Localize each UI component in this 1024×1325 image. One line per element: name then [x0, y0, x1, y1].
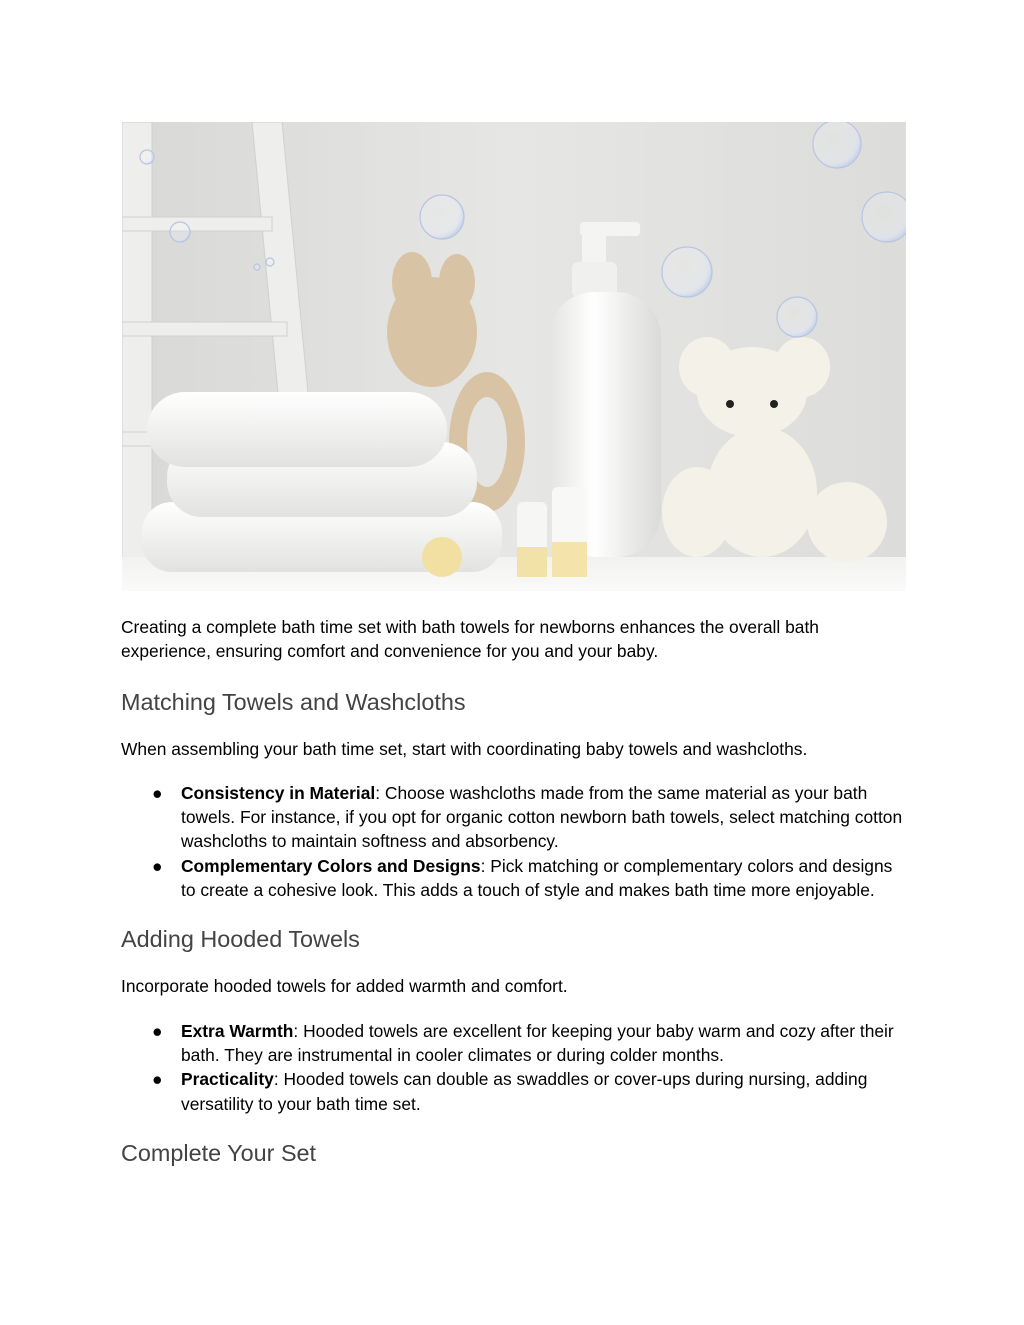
list-item	[121, 1067, 911, 1116]
bullet-icon: ●	[152, 855, 163, 876]
list-item-text: : Choose washcloths made from the same material as your bath towels. For instance, if you opt for organic cotton newborn bath towels, select matching cotton washcloths to maintain softness and absorbency.	[181, 782, 903, 852]
bullet-icon: ●	[152, 782, 163, 803]
bath-set-illustration	[122, 122, 906, 591]
article-body	[121, 615, 911, 1168]
bullet-icon: ●	[152, 1069, 163, 1090]
list-item-term: Complementary Colors and Designs	[181, 855, 481, 876]
list-item-term: Practicality	[181, 1069, 274, 1090]
list-item	[121, 781, 911, 854]
section-lead-hooded: Incorporate hooded towels for added warmth and comfort.	[121, 976, 568, 997]
list-item	[121, 1019, 911, 1068]
list-item-term: Extra Warmth	[181, 1020, 294, 1041]
intro-paragraph: Creating a complete bath time set with bath towels for newborns enhances the overall bath experience, ensuring comfort and convenience for you and your baby.	[121, 617, 819, 662]
section-lead-matching: When assembling your bath time set, start with coordinating baby towels and washcloths.	[121, 738, 808, 759]
list-item-text: : Pick matching or complementary colors and designs to create a cohesive look. This adds a touch of style and makes bath time more enjoyable.	[181, 855, 893, 901]
list-item-text: : Hooded towels can double as swaddles or cover-ups during nursing, adding versatility to your bath time set.	[181, 1069, 868, 1114]
hero-photo	[122, 122, 906, 591]
list-item	[121, 854, 911, 903]
list-item-term: Consistency in Material	[181, 782, 376, 803]
bullet-list-hooded	[121, 1019, 911, 1116]
section-heading-complete: Complete Your Set	[121, 1139, 317, 1166]
section-heading-hooded: Adding Hooded Towels	[121, 926, 360, 953]
bullet-icon: ●	[152, 1020, 163, 1041]
section-heading-matching: Matching Towels and Washcloths	[121, 688, 466, 715]
bullet-list-matching	[121, 781, 911, 902]
list-item-text: : Hooded towels are excellent for keeping your baby warm and cozy after their bath. They are instrumental in cooler climates or during colder months.	[181, 1020, 894, 1065]
